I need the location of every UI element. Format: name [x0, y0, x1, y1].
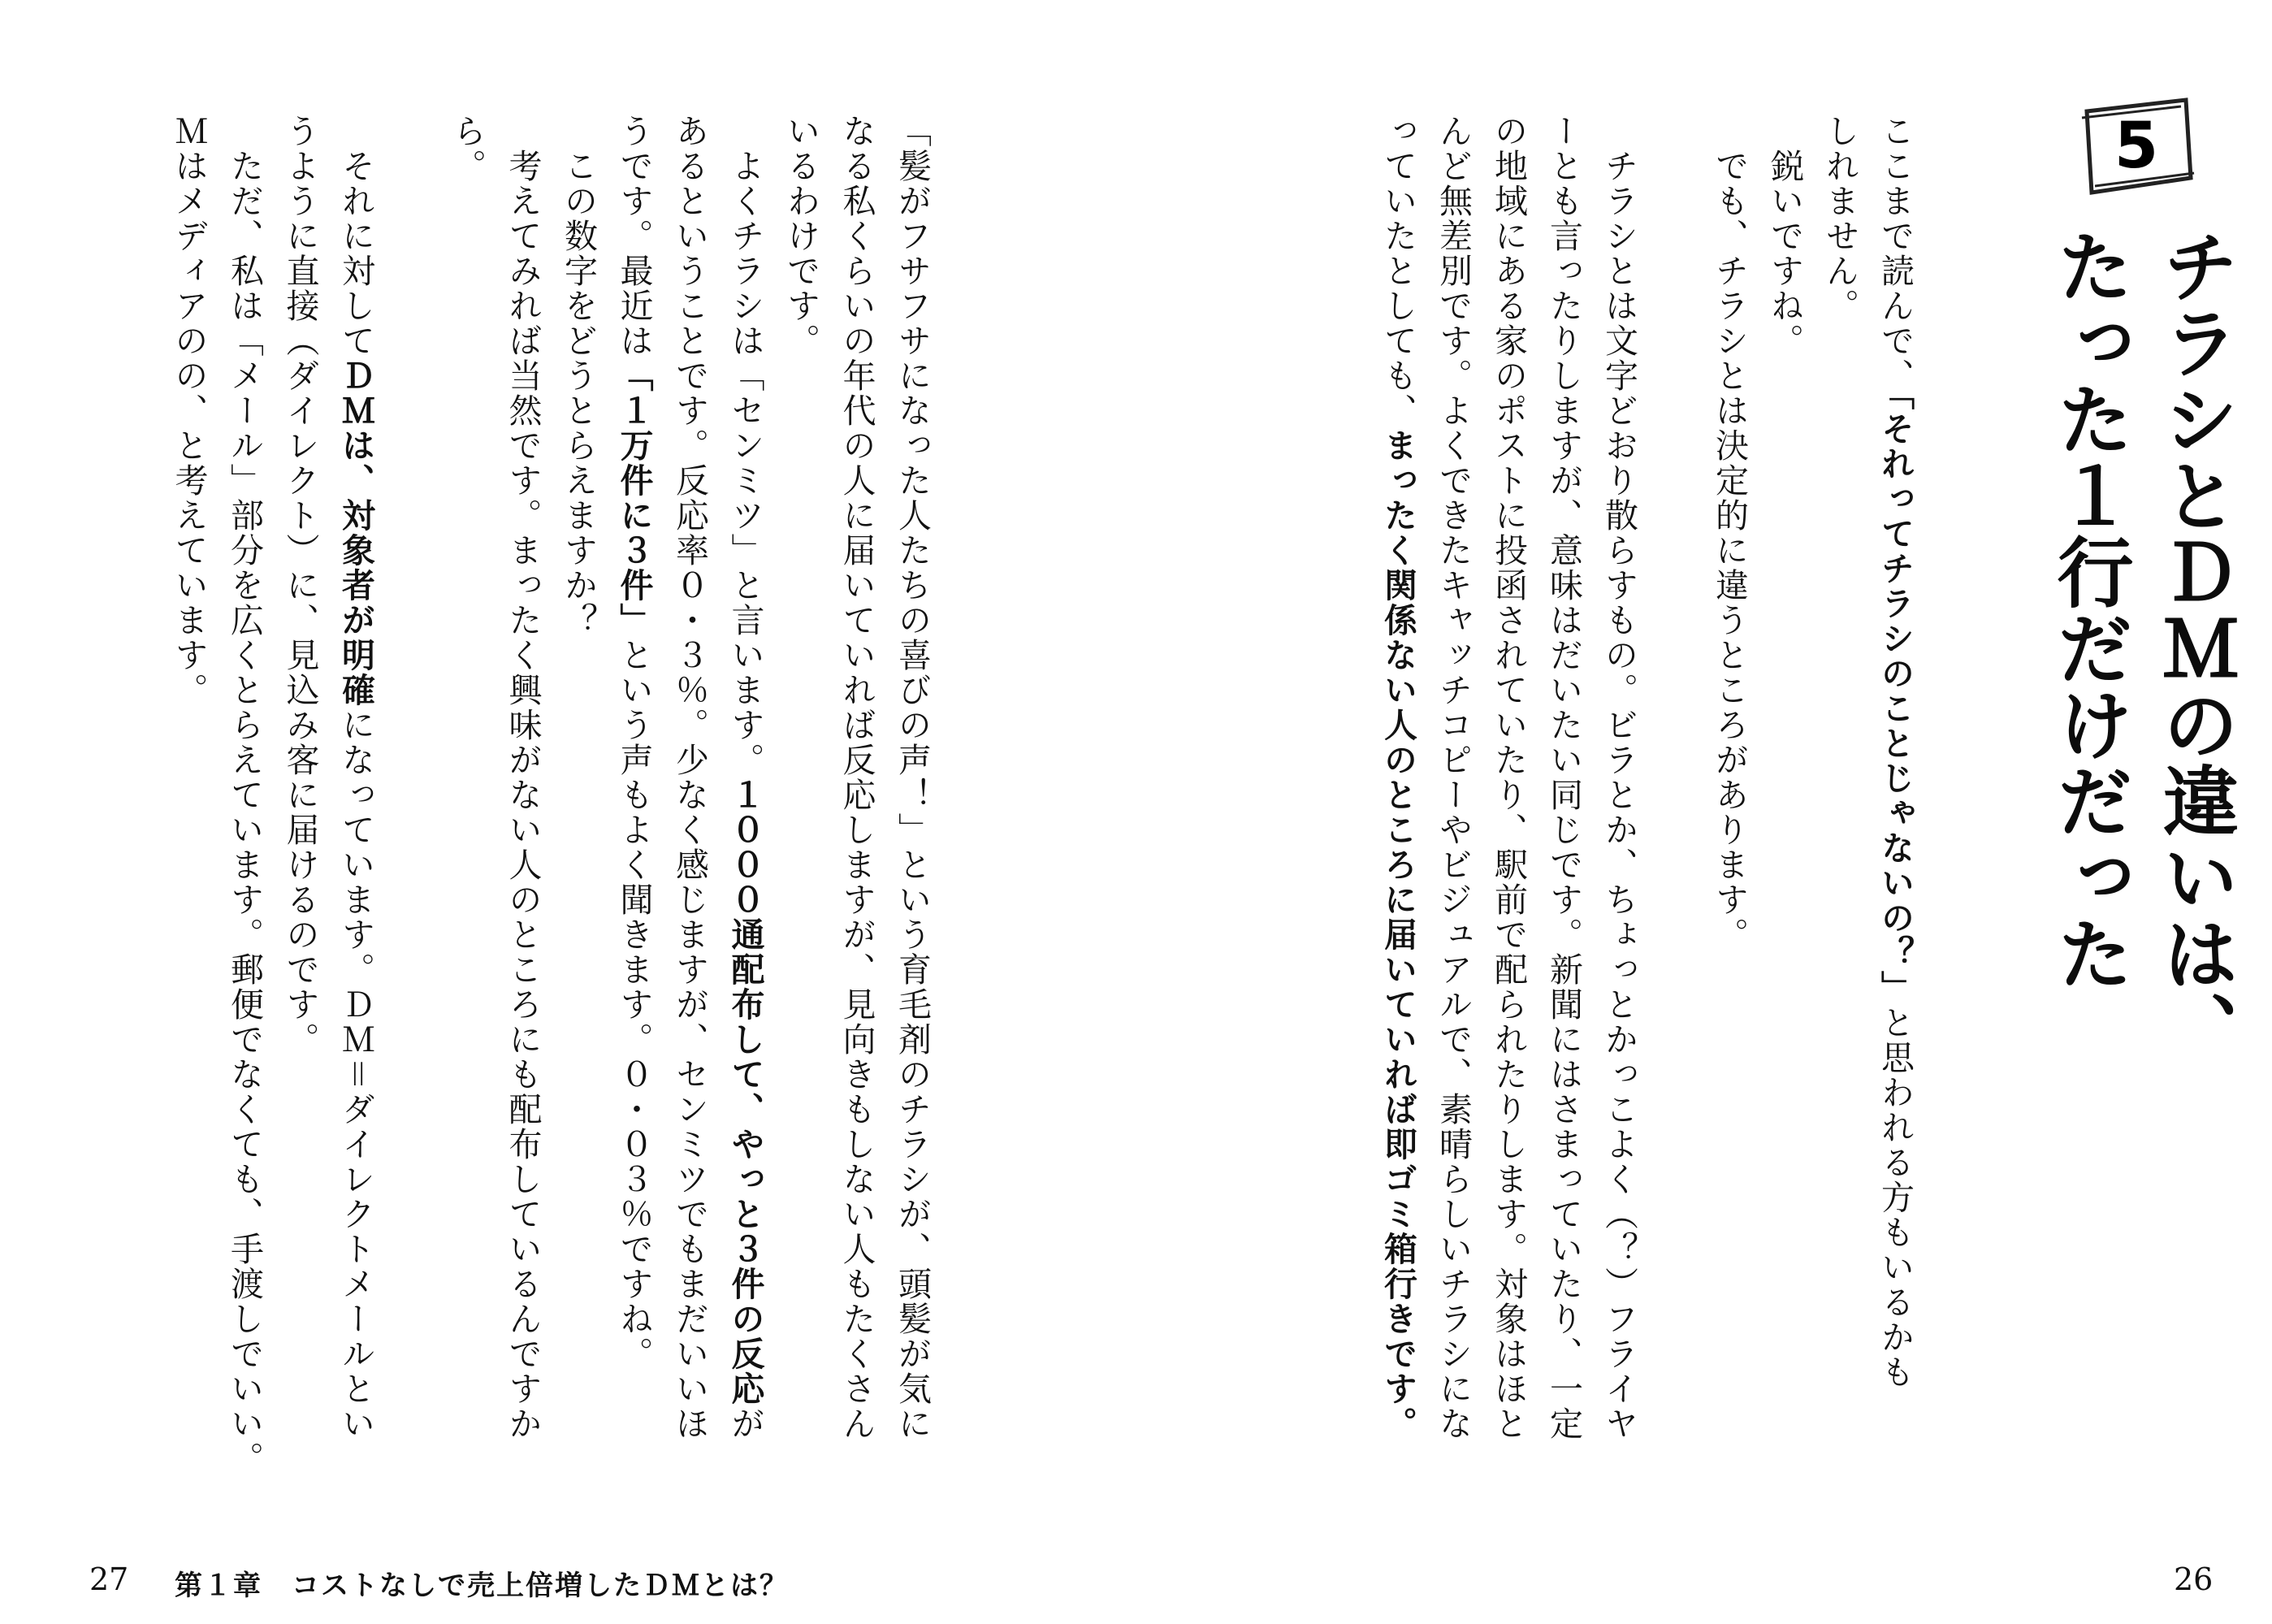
- body-text: っていたとしても、: [1378, 114, 1417, 428]
- text-column: [440, 114, 494, 184]
- body-text: それに対して: [336, 114, 375, 358]
- body-text: うです。最近は: [614, 114, 654, 358]
- body-text: と思われる方もいるかも: [1876, 1005, 1915, 1390]
- body-text: 鋭いですね。: [1765, 114, 1804, 358]
- text-column: [663, 114, 716, 1441]
- text-column: [1868, 114, 1922, 1390]
- body-text: ただ、私は「メール」部分を広くとらえています。郵便でなくても、手渡しでいい。: [225, 114, 264, 1476]
- body-text: しれません。: [1820, 114, 1859, 323]
- text-column: [1426, 114, 1480, 1441]
- section-heading-line1: チラシとＤＭの違いは、: [2149, 227, 2238, 1068]
- text-column: [885, 114, 939, 1441]
- body-text: んど無差別です。よくできたキャッチコピーやビジュアルで、素晴らしいチラシにな: [1434, 114, 1473, 1441]
- text-column: [608, 114, 661, 1371]
- text-column: [1482, 114, 1535, 1441]
- body-text: の地域にある家のポストに投函されていたり、駅前で配られたりします。対象はほと: [1489, 114, 1528, 1441]
- text-column: [274, 114, 327, 1057]
- text-column: [774, 114, 828, 358]
- body-text: という声もよく聞きます。０・０３％ですね。: [614, 638, 654, 1371]
- section-number-badge: [2075, 93, 2197, 199]
- text-column: [1703, 114, 1756, 952]
- section-heading-line2: たった１行だけだった: [2044, 227, 2132, 991]
- text-column: [1813, 114, 1867, 323]
- emphasis-text: 「それってチラシのことじゃないの？」: [1876, 393, 1915, 1006]
- body-text: この数字をどうとらえますか？: [559, 114, 598, 638]
- section-number: 5: [2114, 110, 2159, 183]
- emphasis-text: まったく関係ない人のところに届いていれば即ゴミ箱行きです。: [1378, 428, 1417, 1441]
- left-page-number: 27: [89, 1561, 129, 1597]
- text-column: [830, 114, 884, 1441]
- body-text: が: [725, 1406, 765, 1441]
- body-text: うように直接（ダイレクト）に、見込み客に届けるのです。: [280, 114, 320, 1057]
- body-text: ら。: [448, 114, 487, 184]
- body-text: ーとも言ったりしますが、意味はだいたい同じです。新聞にはさまっていたり、一定: [1544, 114, 1583, 1441]
- text-column: [496, 114, 550, 1441]
- text-column: [1537, 114, 1590, 1441]
- text-column: [329, 114, 383, 1441]
- body-text: Ｍはメディアのの、と考えています。: [169, 114, 209, 708]
- text-column: [1371, 114, 1425, 1441]
- body-text: チラシとは文字どおり散らすもの。ビラとか、ちょっとかっこよく（？）フライヤ: [1599, 114, 1638, 1441]
- body-text: いるわけです。: [781, 114, 820, 358]
- body-text: ここまで読んで、: [1876, 114, 1915, 393]
- right-page-number: 26: [2174, 1561, 2214, 1597]
- body-text: なる私くらいの年代の人に届いていれば反応しますが、見向きもしない人もたくさん: [837, 114, 876, 1441]
- text-column: [218, 114, 271, 1476]
- body-text: よくチラシは「センミツ」と言います。: [725, 114, 765, 777]
- body-text: 考えてみれば当然です。まったく興味がない人のところにも配布しているんですか: [503, 114, 543, 1441]
- text-column: [719, 114, 772, 1441]
- body-text: になっています。ＤＭ＝ダイレクトメールとい: [336, 708, 375, 1441]
- body-text: あるということです。反応率０・３％。少なく感じますが、センミツでもまだいいほ: [670, 114, 709, 1441]
- running-head: 第１章 コストなしで売上倍増したＤＭとは？: [175, 1570, 789, 1602]
- emphasis-text: 「１万件に３件」: [614, 358, 654, 638]
- text-column: [162, 114, 216, 708]
- emphasis-text: １０００通配布して、やっと３件の反応: [725, 777, 765, 1406]
- emphasis-text: ＤＭは、対象者が明確: [336, 358, 375, 708]
- body-text: でも、チラシとは決定的に違うところがあります。: [1710, 114, 1749, 952]
- text-column: [1758, 114, 1811, 358]
- text-column: [552, 114, 605, 638]
- body-text: 「髪がフサフサになった人たちの喜びの声！」という育毛剤のチラシが、頭髪が気に: [893, 114, 932, 1441]
- text-column: [1592, 114, 1646, 1441]
